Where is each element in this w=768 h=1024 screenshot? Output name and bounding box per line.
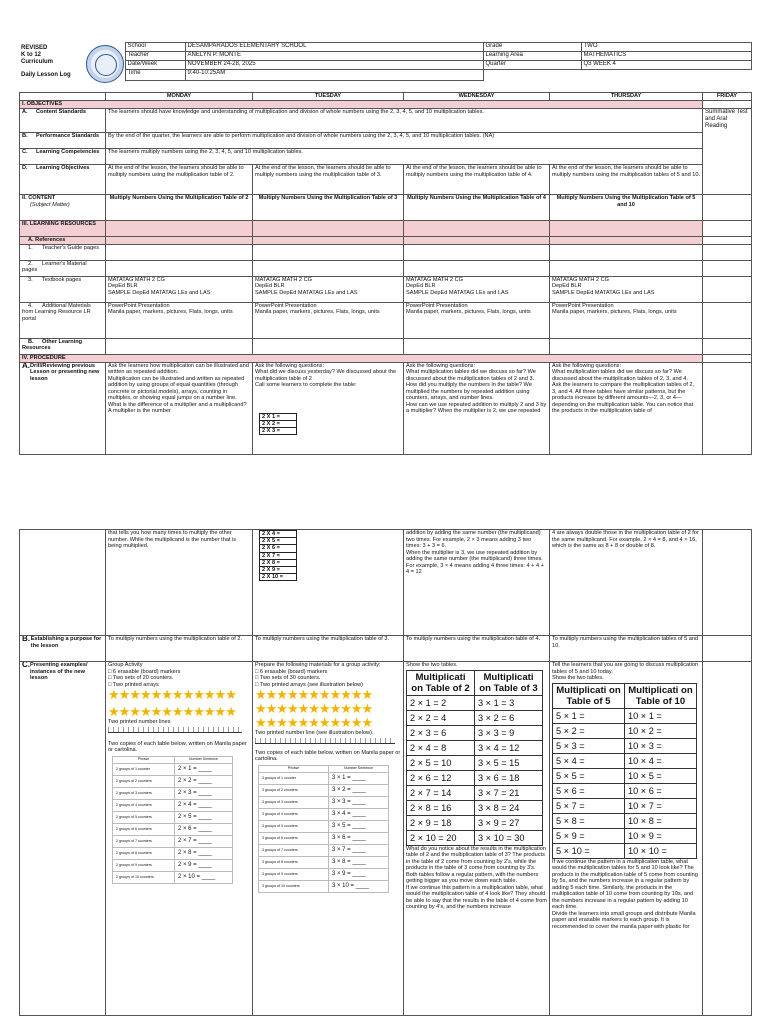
dll-main-table xyxy=(19,92,752,455)
presenting-thursday-intro: Tell the learners that you are going to discuss multiplication tables of 5 and 10 today. Show the two tables. xyxy=(552,662,699,681)
quarter-value: Q3 WEEK 4 xyxy=(581,60,751,69)
competencies-label: C. Learning Competencies xyxy=(20,149,106,165)
grade-value: TWO xyxy=(581,43,751,52)
table-cell: 2 × 9 = 18 xyxy=(407,815,475,830)
title-line-2: K to 12 xyxy=(21,51,42,58)
objective-tuesday: At the end of the lesson, the learners should be able to multiply numbers using the multiplication table of 3. xyxy=(253,165,404,195)
table-10-header: Multiplicati on Table of 10 xyxy=(625,683,697,708)
drill-cell: 2 X 7 = xyxy=(260,552,297,559)
title-line-3: Curriculum xyxy=(21,58,54,65)
sentence-cell: 3 × 8 = ____ xyxy=(329,856,389,868)
table-cell: 2 × 10 = 20 xyxy=(407,830,475,845)
phrase-cell: 3 groups of 8 counters xyxy=(259,856,329,868)
table-2-header: Multiplicati on Table of 2 xyxy=(407,670,475,695)
sentence-cell: 3 × 10 = ____ xyxy=(329,880,389,892)
sentence-cell: 2 × 4 = ____ xyxy=(175,799,233,811)
phrase-cell: 2 groups of 2 counters xyxy=(113,775,175,787)
table-cell: 3 × 6 = 18 xyxy=(475,770,543,785)
presenting-tuesday xyxy=(253,662,404,1016)
content-tuesday: Multiply Numbers Using the Multiplication Table of 3 xyxy=(253,195,404,221)
phrase-cell: 3 groups of 9 counters xyxy=(259,868,329,880)
sentence-cell: 2 × 3 = ____ xyxy=(175,787,233,799)
table-cell: 5 × 5 = xyxy=(553,768,625,783)
sentence-cell: 3 × 6 = ____ xyxy=(329,832,389,844)
drill-cell: 2 X 6 = xyxy=(260,545,297,552)
table-cell: 5 × 9 = xyxy=(553,828,625,843)
phrase-cell: 2 groups of 4 counters xyxy=(113,799,175,811)
table-cell: 5 × 8 = xyxy=(553,813,625,828)
table-cell: 2 × 6 = 12 xyxy=(407,770,475,785)
sentence-cell: 3 × 9 = ____ xyxy=(329,868,389,880)
additional-materials-label: 4. Additional Materials from Learning Resource LR portal xyxy=(20,302,106,338)
presenting-thursday-after: If we continue the pattern in a multiplication table, what would the multiplication tables for 5 and 10 look like? The products in the multiplication table of 5 come from counting by 5s, and the numbers increase in a regular pattern by adding 5 each time. Similarly, the products in the multiplication table of 10 come from counting by 10s, and the numbers increase in a regular pattern by adding 10 each time. Divide the learners into small groups and distribute Manila paper and erasable markers to each group. It is recommended to cover the manila paper with plastic for xyxy=(552,858,698,930)
materials-tuesday: PowerPoint Presentation Manila paper, markers, pictures, Flats, longs, units xyxy=(253,302,404,338)
competencies-text: The learners multiply numbers using the 2, 3, 4, 5, and 10 multiplication tables. xyxy=(106,149,703,165)
presenting-tuesday-lines: Two printed number line (see illustration below). xyxy=(255,730,374,736)
table-cell: 10 × 8 = xyxy=(625,813,697,828)
section-objectives: I. OBJECTIVES xyxy=(20,101,703,109)
table-cell: 10 × 9 = xyxy=(625,828,697,843)
table-cell: 10 × 2 = xyxy=(625,723,697,738)
drill-cell: 2 X 2 = xyxy=(260,420,297,427)
log-title: Daily Lesson Log xyxy=(21,71,71,78)
friday-summative: Summative Test and Aral Reading xyxy=(703,109,752,195)
printed-array-1: ★★★★★★★★★★★★ xyxy=(108,687,236,702)
teacher-value: ANELYN P. MONTE xyxy=(185,51,483,60)
quarter-label: Quarter xyxy=(483,60,581,69)
table-cell: 3 × 5 = 15 xyxy=(475,755,543,770)
phrase-cell: 3 groups of 7 counters xyxy=(259,844,329,856)
other-resources-label: B. Other Learning Resources xyxy=(20,338,106,354)
objectives-label: D. Learning Objectives xyxy=(20,165,106,195)
drill-tuesday-text: Ask the following questions: What did we discuss yesterday? We discussed about the multiplication table of 2 Call some learners to complete the table: xyxy=(255,362,397,388)
table-cell: 10 × 6 = xyxy=(625,783,697,798)
table-cell: 2 × 1 = 2 xyxy=(407,695,475,710)
phrase-table-2 xyxy=(112,756,233,884)
table-cell: 3 × 4 = 12 xyxy=(475,740,543,755)
school-value: DESAMPARADOS ELEMENTARY SCHOOL xyxy=(185,43,483,52)
table-cell: 3 × 7 = 21 xyxy=(475,785,543,800)
lm-pages-label: 2. Learner's Material pages xyxy=(20,260,106,276)
page-1 xyxy=(0,0,768,480)
phrase-cell: 2 groups of 3 counters xyxy=(113,787,175,799)
printed-array-2: ★★★★★★★★★★★★ xyxy=(108,704,236,719)
phrase-cell: 2 groups of 8 counters xyxy=(113,847,175,859)
purpose-thursday: To multiply numbers using the multiplication tables of 5 and 10. xyxy=(550,636,703,662)
teacher-label: Teacher xyxy=(125,51,185,60)
table-cell: 5 × 1 = xyxy=(553,708,625,723)
drill-cell: 2 X 8 = xyxy=(260,559,297,566)
sentence-cell: 2 × 6 = ____ xyxy=(175,823,233,835)
printed-array-5: ★★★★★★★★★★★ xyxy=(255,715,373,730)
table-cell: 10 × 4 = xyxy=(625,753,697,768)
area-label: Learning Area xyxy=(483,51,581,60)
phrase-cell: 3 groups of 1 counter xyxy=(259,772,329,784)
objective-wednesday: At the end of the lesson, the learners should be able to multiply numbers using the multiplication table of 4. xyxy=(404,165,550,195)
sentence-cell: 2 × 5 = ____ xyxy=(175,811,233,823)
phrase-cell: 2 groups of 5 counters xyxy=(113,811,175,823)
day-thursday: THURSDAY xyxy=(550,93,703,101)
drill-thursday: Ask the following questions: What multiplication tables did we discuss so far? We discussed about the multiplication tables of 2, 3, and 4. Ask the learners to compare the multiplication tables of 2, 3, and 4. All three tables have similar patterns, but the products increase by different amounts—2, 3, or 4—depending on the multiplication table. You can notice that the products in the multiplication table of xyxy=(550,362,703,454)
table-cell: 3 × 2 = 6 xyxy=(475,710,543,725)
drill-tuesday-table-cont xyxy=(259,530,297,581)
content-monday: Multiply Numbers Using the Multiplication Table of 2 xyxy=(106,195,253,221)
title-line-1: REVISED xyxy=(21,44,48,51)
table-cell: 3 × 8 = 24 xyxy=(475,800,543,815)
dll-main-table-continued xyxy=(19,529,752,1016)
materials-monday: PowerPoint Presentation Manila paper, markers, pictures, Flats, longs, units xyxy=(106,302,253,338)
drill-label: A. Drill/Reviewing previous Lesson or presenting new lesson xyxy=(20,362,106,454)
purpose-wednesday: To multiply numbers using the multiplication table of 4. xyxy=(404,636,550,662)
purpose-monday: To multiply numbers using the multiplication table of 2. xyxy=(106,636,253,662)
multiplication-table-5-10 xyxy=(552,683,697,859)
presenting-label: C. Presenting examples/ instances of the new lesson xyxy=(20,662,106,1016)
textbook-tuesday: MATATAG MATH 2 CG DepEd BLR SAMPLE DepEd MATATAG LEs and LAS xyxy=(253,276,404,302)
drill-thursday-cont: 4 are always double those in the multiplication table of 2 for the same multiplicand. For example, 2 × 4 = 8, and 4 × 16, which is the same as 8 + 8 or double of 8. xyxy=(550,530,703,636)
materials-wednesday: PowerPoint Presentation Manila paper, markers, pictures, Flats, longs, units xyxy=(404,302,550,338)
presenting-monday-lines: Two printed number lines xyxy=(108,719,171,725)
drill-tuesday-cont xyxy=(253,530,404,636)
page-2 xyxy=(0,527,768,1024)
textbook-thursday: MATATAG MATH 2 CG DepEd BLR SAMPLE DepEd MATATAG LEs and LAS xyxy=(550,276,703,302)
presenting-monday-copies: Two copies of each table below, written on Manila paper or cartolina. xyxy=(108,740,247,753)
drill-cell: 2 X 3 = xyxy=(260,427,297,434)
objective-thursday: At the end of the lesson, the learners should be able to multiply numbers using the multiplication tables of 5 and 10. xyxy=(550,165,703,195)
section-procedure: IV. PROCEDURE xyxy=(20,354,703,362)
day-wednesday: WEDNESDAY xyxy=(404,93,550,101)
grade-label: Grade xyxy=(483,43,581,52)
printed-array-3: ★★★★★★★★★★★ xyxy=(255,687,373,702)
table-cell: 2 × 3 = 6 xyxy=(407,725,475,740)
presenting-tuesday-copies: Two copies of each table below, written on Manila paper or cartolina. xyxy=(255,749,401,762)
table-cell: 2 × 7 = 14 xyxy=(407,785,475,800)
time-label: Time xyxy=(125,69,185,80)
presenting-wednesday-after: What do you notice about the results in the multiplication table of 2 and the multiplication table of 3? The products in the table of 2 come from counting by 2's, while the products in the table of 3 come from counting by 3's. Both tables follow a regular pattern, with the numbers getting bigger as you move down each table. If we continue this pattern in a multiplication table, what would the multiplication table of 4 look like? They should be able to say that the results in the table of 4 come from counting by 4's, and the numbers increase xyxy=(406,845,547,910)
phrase-cell: 2 groups of 6 counters xyxy=(113,823,175,835)
phrase-cell: 2 groups of 1 counter xyxy=(113,763,175,775)
printed-array-4: ★★★★★★★★★★★ xyxy=(255,701,373,716)
number-sentence-header: Number Sentence xyxy=(175,756,233,763)
content-label: II. CONTENT (Subject Matter) xyxy=(20,195,106,221)
table-cell: 5 × 7 = xyxy=(553,798,625,813)
drill-monday-cont: that tells you how many times to multiply the other number. While the multiplicand is the number that is being multiplied. xyxy=(106,530,253,636)
tg-pages-label: 1. Teacher's Guide pages xyxy=(20,244,106,260)
day-friday: FRIDAY xyxy=(703,93,752,101)
drill-cell: 2 X 1 = xyxy=(260,413,297,420)
drill-cell: 2 X 10 = xyxy=(260,574,297,581)
drill-monday: Ask the learners how multiplication can be illustrated and written as repeated addition. Multiplication can be illustrated and written as repeated addition by using groups of equal quantities (through concrete or pictorial models), arrays, counting in multiples, or showing equal jumps on a number line. What is the difference of a multiplier and a multiplicand? A multiplier is the number xyxy=(106,362,253,454)
phrase-header: Phrase xyxy=(113,756,175,763)
table-cell: 10 × 10 = xyxy=(625,843,697,858)
day-tuesday: TUESDAY xyxy=(253,93,404,101)
performance-standards-label: B. Performance Standards xyxy=(20,133,106,149)
textbook-monday: MATATAG MATH 2 CG DepEd BLR SAMPLE DepEd MATATAG LEs and LAS xyxy=(106,276,253,302)
drill-cell: 2 X 5 = xyxy=(260,538,297,545)
sentence-cell: 2 × 9 = ____ xyxy=(175,859,233,871)
table-5-header: Multiplicati on Table of 5 xyxy=(553,683,625,708)
table-cell: 3 × 1 = 3 xyxy=(475,695,543,710)
sentence-cell: 3 × 5 = ____ xyxy=(329,820,389,832)
presenting-monday-intro: Group Activity □ 6 erasable (board) markers □ Two sets of 20 counters. □ Two printed arrays xyxy=(108,662,181,688)
sentence-cell: 2 × 10 = ____ xyxy=(175,871,233,883)
table-cell: 2 × 5 = 10 xyxy=(407,755,475,770)
time-value: 9:40-10:25AM xyxy=(185,69,483,80)
phrase-cell: 3 groups of 4 counters xyxy=(259,808,329,820)
references-label: A. References xyxy=(20,237,106,245)
phrase-cell: 3 groups of 10 counters xyxy=(259,880,329,892)
table-cell: 3 × 10 = 30 xyxy=(475,830,543,845)
sentence-cell: 3 × 2 = ____ xyxy=(329,784,389,796)
phrase-cell: 3 groups of 5 counters xyxy=(259,820,329,832)
textbook-label: 3. Textbook pages xyxy=(20,276,106,302)
drill-cell: 2 X 9 = xyxy=(260,567,297,574)
sentence-cell: 2 × 1 = ____ xyxy=(175,763,233,775)
day-monday: MONDAY xyxy=(106,93,253,101)
number-sentence-header: Number Sentence xyxy=(329,765,389,772)
drill-tuesday-table xyxy=(259,413,297,436)
phrase-header: Phrase xyxy=(259,765,329,772)
log-title-block xyxy=(19,43,125,81)
objective-monday: At the end of the lesson, the learners should be able to multiply numbers using the multiplication table of 2. xyxy=(106,165,253,195)
area-value: MATHEMATICS xyxy=(581,51,751,60)
phrase-cell: 3 groups of 6 counters xyxy=(259,832,329,844)
table-cell: 5 × 10 = xyxy=(553,843,625,858)
phrase-cell: 2 groups of 10 counters xyxy=(113,871,175,883)
content-wednesday: Multiply Numbers Using the Multiplication Table of 4 xyxy=(404,195,550,221)
materials-thursday: PowerPoint Presentation Manila paper, markers, pictures, Flats, longs, units xyxy=(550,302,703,338)
presenting-thursday xyxy=(550,662,703,1016)
sentence-cell: 2 × 8 = ____ xyxy=(175,847,233,859)
presenting-wednesday xyxy=(404,662,550,1016)
phrase-cell: 3 groups of 2 counters xyxy=(259,784,329,796)
table-cell: 5 × 4 = xyxy=(553,753,625,768)
table-cell: 10 × 3 = xyxy=(625,738,697,753)
presenting-tuesday-intro: Prepare the following materials for a group activity: □ 6 erasable (board) markers □ Two sets of 30 counters. □ Two printed arrays (see illustration below) xyxy=(255,662,381,688)
table-cell: 2 × 8 = 16 xyxy=(407,800,475,815)
table-cell: 10 × 5 = xyxy=(625,768,697,783)
date-value: NOVEMBER 24-28, 2025 xyxy=(185,60,483,69)
purpose-tuesday: To multiply numbers using the multiplication table of 3. xyxy=(253,636,404,662)
presenting-wednesday-intro: Show the two tables. xyxy=(406,662,458,668)
phrase-table-3 xyxy=(258,765,389,893)
drill-wednesday-cont: addition by adding the same number (the multiplicand) two times. For example, 2 × 3 means adding 3 two times: 3 + 3 = 6. When the multiplier is 3, we use repeated addition by adding the same number (the multiplicand) three times. For example, 3 × 4 means adding 4 three times: 4 + 4 + 4 = 12 xyxy=(404,530,550,636)
table-cell: 5 × 6 = xyxy=(553,783,625,798)
date-label: Date/Week xyxy=(125,60,185,69)
table-cell: 2 × 4 = 8 xyxy=(407,740,475,755)
multiplication-table-2-3 xyxy=(406,670,543,846)
sentence-cell: 2 × 7 = ____ xyxy=(175,835,233,847)
drill-wednesday: Ask the following questions: What multiplication tables did we discuss so far? We discussed about the multiplication tables of 2 and 3. How did you multiply the numbers in the table? We multiplied the numbers by repeated addition using counters, arrays, and number lines. How can we use repeated addition to multiply 2 and 3 by a multiplier? When the multiplier is 2, we use repeated xyxy=(404,362,550,454)
sentence-cell: 3 × 1 = ____ xyxy=(329,772,389,784)
phrase-cell: 3 groups of 3 counters xyxy=(259,796,329,808)
table-cell: 5 × 2 = xyxy=(553,723,625,738)
table-cell: 5 × 3 = xyxy=(553,738,625,753)
header-table xyxy=(19,42,752,81)
sentence-cell: 3 × 7 = ____ xyxy=(329,844,389,856)
table-cell: 3 × 3 = 9 xyxy=(475,725,543,740)
table-cell: 3 × 9 = 27 xyxy=(475,815,543,830)
table-cell: 10 × 1 = xyxy=(625,708,697,723)
presenting-monday xyxy=(106,662,253,1016)
content-standards-text: The learners should have knowledge and understanding of multiplication and division of whole numbers using the 2, 3, 4, 5, and 10 multiplication tables. xyxy=(106,109,703,133)
sentence-cell: 3 × 4 = ____ xyxy=(329,808,389,820)
table-cell: 2 × 2 = 4 xyxy=(407,710,475,725)
sentence-cell: 2 × 2 = ____ xyxy=(175,775,233,787)
table-3-header: Multiplicati on Table of 3 xyxy=(475,670,543,695)
phrase-cell: 2 groups of 7 counters xyxy=(113,835,175,847)
phrase-cell: 2 groups of 9 counters xyxy=(113,859,175,871)
table-cell: 10 × 7 = xyxy=(625,798,697,813)
section-resources: III. LEARNING RESOURCES xyxy=(20,221,106,237)
school-label: School xyxy=(125,43,185,52)
purpose-label: B. Establishing a purpose for the lesson xyxy=(20,636,106,662)
drill-cell: 2 X 4 = xyxy=(260,531,297,538)
performance-standards-text: By the end of the quarter, the learners are able to perform multiplication and division of whole numbers using the 2, 3, 4, 5, and 10 multiplication tables. (NA) xyxy=(106,133,703,149)
content-thursday: Multiply Numbers Using the Multiplication Table of 5 and 10 xyxy=(550,195,703,221)
textbook-wednesday: MATATAG MATH 2 CG DepEd BLR SAMPLE DepEd MATATAG LEs and LAS xyxy=(404,276,550,302)
drill-tuesday xyxy=(253,362,404,454)
sentence-cell: 3 × 3 = ____ xyxy=(329,796,389,808)
content-standards-label: A. Content Standards xyxy=(20,109,106,133)
